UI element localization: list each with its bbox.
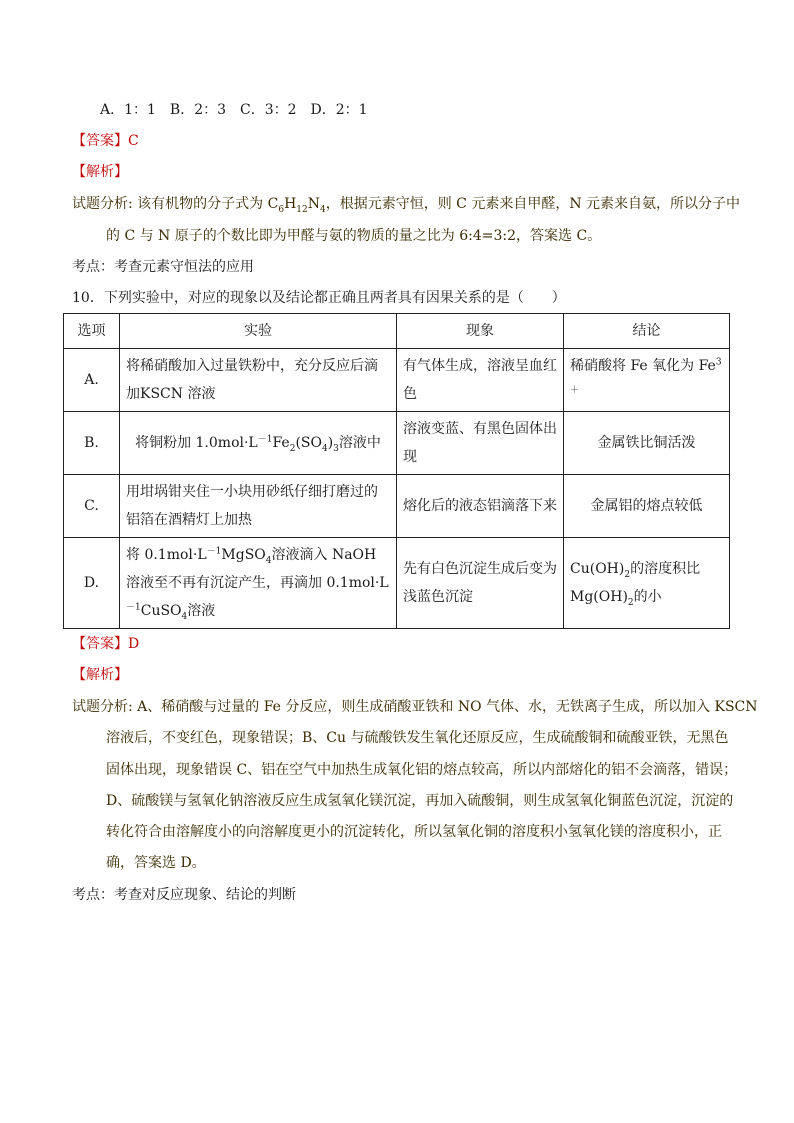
row-conclusion: 金属铁比铜活泼: [564, 412, 730, 475]
experiment-text: 将铜粉加 1.0mol·L: [135, 435, 258, 451]
row-option: B.: [64, 412, 120, 475]
row-option: D.: [64, 538, 120, 629]
subscript: 12: [296, 204, 308, 215]
table-row: [64, 475, 730, 538]
experiment-text: 溶液: [187, 603, 216, 619]
header-conclusion: 结论: [564, 314, 730, 349]
subscript: 2: [627, 597, 634, 608]
q10-analysis-line: 确，答案选 D。: [106, 855, 206, 871]
conclusion-text: 稀硝酸将 Fe 氧化为 Fe: [570, 358, 716, 374]
header-phenomenon: 现象: [397, 314, 564, 349]
subscript: 2: [289, 443, 296, 454]
table-row: [64, 412, 730, 475]
subscript: 4: [265, 555, 272, 566]
answer-value: D: [128, 636, 140, 652]
row-option: A.: [64, 349, 120, 412]
table-row: [64, 349, 730, 412]
subscript: 4: [320, 204, 326, 215]
q10-answer: [72, 634, 139, 654]
q9-answer: [72, 131, 139, 151]
header-option: 选项: [64, 314, 120, 349]
row-phenomenon: 先有白色沉淀生成后变为浅蓝色沉淀: [397, 538, 564, 629]
row-option: C.: [64, 475, 120, 538]
table-row: [64, 538, 730, 629]
superscript: －1: [206, 546, 222, 557]
q10-analysis-tag: 【解析】: [72, 667, 128, 683]
q9-kaodian: 考点：考查元素守恒法的应用: [72, 259, 254, 275]
analysis-text: 试题分析: 该有机物的分子式为 C: [72, 196, 279, 212]
q10-stem: 10．下列实验中，对应的现象以及结论都正确且两者具有因果关系的是（ ）: [72, 290, 566, 306]
row-experiment: [120, 412, 397, 475]
experiment-text: ): [327, 435, 334, 451]
answer-tag: 【答案】: [72, 636, 128, 652]
experiment-text: Fe: [272, 435, 290, 451]
row-phenomenon: 溶液变蓝、有黑色固体出现: [397, 412, 564, 475]
experiment-text: MgSO: [221, 547, 266, 563]
row-conclusion: [564, 349, 730, 412]
header-experiment: 实验: [120, 314, 397, 349]
q10-analysis-line: D、硫酸镁与氢氧化钠溶液反应生成氢氧化镁沉淀，再加入硫酸铜，则生成氢氧化铜蓝色沉淀，沉淀的: [106, 793, 734, 809]
row-phenomenon: 熔化后的液态铝滴落下来: [397, 475, 564, 538]
experiment-table: [63, 313, 730, 629]
experiment-text: 溶液中: [338, 435, 381, 451]
row-phenomenon: 有气体生成，溶液呈血红色: [397, 349, 564, 412]
q10-analysis-line: 固体出现，现象错误 C、铝在空气中加热生成氧化铝的熔点较高，所以内部熔化的铝不会滴落，错误；: [106, 762, 738, 778]
subscript: 4: [321, 443, 328, 454]
conclusion-text: Mg(OH): [570, 589, 628, 605]
analysis-text: ，根据元素守恒，则 C 元素来自甲醛，N 元素来自氨，所以分子中: [325, 196, 741, 212]
experiment-text: CuSO: [140, 603, 182, 619]
conclusion-text: 的溶度积比: [630, 561, 701, 577]
q10-analysis-line: 转化符合由溶解度小的向溶解度更小的沉淀转化，所以氢氧化铜的溶度积小氢氧化镁的溶度积小，正: [106, 824, 722, 840]
answer-value: C: [128, 133, 139, 149]
q9-analysis-line1: [72, 194, 740, 214]
subscript: 3: [333, 443, 339, 454]
subscript: 4: [181, 611, 188, 622]
superscript: －1: [257, 434, 273, 445]
q10-analysis-line: 溶液后，不变红色，现象错误；B、Cu 与硫酸铁发生氧化还原反应，生成硫酸铜和硫酸亚铁，无黑色: [106, 730, 729, 746]
q10-analysis-line: 试题分析: A、稀硝酸与过量的 Fe 分反应，则生成硝酸亚铁和 NO 气体、水，无铁离子生成，所以加入 KSCN: [72, 699, 758, 715]
row-conclusion: 金属铝的熔点较低: [564, 475, 730, 538]
q9-analysis-tag: 【解析】: [72, 164, 128, 180]
subscript: 2: [624, 569, 631, 580]
analysis-text: N: [307, 196, 320, 212]
experiment-text: (SO: [295, 435, 322, 451]
row-conclusion: [564, 538, 730, 629]
conclusion-text: Cu(OH): [570, 561, 625, 577]
q10-kaodian: 考点：考查对反应现象、结论的判断: [72, 887, 296, 903]
experiment-text: 溶液滴入 NaOH 溶液至不再有沉淀产生，再滴加 0.1mol·L: [126, 547, 389, 591]
answer-tag: 【答案】: [72, 133, 128, 149]
analysis-text: H: [284, 196, 297, 212]
row-experiment: 将稀硝酸加入过量铁粉中，充分反应后滴加KSCN 溶液: [120, 349, 397, 412]
superscript: －1: [126, 602, 141, 613]
subscript: 6: [278, 204, 285, 215]
row-experiment: 用坩埚钳夹住一小块用砂纸仔细打磨过的铝箔在酒精灯上加热: [120, 475, 397, 538]
q9-analysis-line2: 的 C 与 N 原子的个数比即为甲醛与氨的物质的量之比为 6:4=3:2，答案选 C。: [106, 228, 602, 244]
conclusion-text: 的小: [633, 589, 662, 605]
table-header-row: [64, 314, 730, 349]
experiment-text: 将 0.1mol·L: [126, 547, 207, 563]
q9-options: A．1：1 B．2：3 C．3：2 D．2：1: [100, 102, 368, 118]
superscript: 3＋: [570, 357, 722, 396]
row-experiment: [120, 538, 397, 629]
